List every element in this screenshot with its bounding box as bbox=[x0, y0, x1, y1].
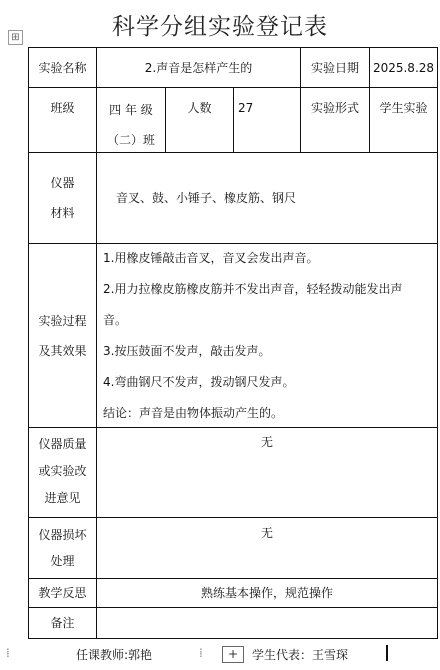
experiment-date-value: 2025.8.28 bbox=[372, 60, 435, 75]
process-line: 2.用力拉橡皮筋橡皮筋并不发出声音，轻轻拨动能发出声 bbox=[103, 282, 403, 296]
drag-dots-icon[interactable]: ⁞ bbox=[199, 646, 203, 660]
reflection-label: 教学反思 bbox=[38, 586, 87, 600]
process-label bbox=[29, 244, 96, 427]
table-border-bottom bbox=[28, 638, 438, 639]
table-move-handle-icon[interactable]: ⊞ bbox=[8, 30, 23, 45]
text-cursor bbox=[386, 645, 388, 661]
remarks-value[interactable] bbox=[97, 608, 437, 638]
reflection-value: 熟练基本操作，规范操作 bbox=[200, 586, 333, 600]
process-line: 音。 bbox=[103, 313, 128, 327]
student-representative: 学生代表：王雪琛 bbox=[252, 648, 349, 662]
people-count-value: 27 bbox=[238, 101, 254, 115]
process-line: 1.用橡皮锤敲击音叉，音叉会发出声音。 bbox=[103, 251, 319, 265]
quality-label-line2: 或实验改 bbox=[38, 464, 87, 478]
damage-label bbox=[29, 522, 96, 578]
experiment-form-label: 实验形式 bbox=[310, 101, 359, 115]
materials-label-line1: 仪器 bbox=[50, 176, 75, 190]
add-row-button[interactable]: + bbox=[222, 646, 244, 663]
quality-value: 无 bbox=[260, 435, 273, 449]
drag-dots-icon[interactable]: ⁞ bbox=[6, 646, 10, 660]
process-conclusion: 结论：声音是由物体振动产生的。 bbox=[103, 406, 284, 420]
experiment-date-label: 实验日期 bbox=[310, 60, 359, 75]
quality-label bbox=[29, 431, 96, 517]
class-grade: 四 年 级 bbox=[109, 102, 153, 117]
process-description bbox=[103, 243, 435, 429]
people-count-label: 人数 bbox=[187, 101, 212, 115]
class-section: （二）班 bbox=[106, 132, 155, 147]
class-label: 班级 bbox=[50, 101, 75, 115]
experiment-name-label: 实验名称 bbox=[38, 60, 87, 75]
table-border-right bbox=[437, 47, 438, 639]
experiment-form-value: 学生实验 bbox=[379, 101, 428, 115]
damage-label-line2: 处理 bbox=[50, 554, 75, 568]
materials-label bbox=[29, 153, 96, 243]
row-divider bbox=[28, 517, 438, 518]
remarks-label: 备注 bbox=[50, 616, 75, 630]
col-divider bbox=[233, 87, 234, 153]
process-label-line2: 及其效果 bbox=[38, 343, 87, 358]
class-value bbox=[97, 97, 165, 152]
materials-label-line2: 材料 bbox=[50, 206, 75, 220]
damage-label-line1: 仪器损坏 bbox=[38, 528, 87, 542]
quality-label-line1: 仪器质量 bbox=[38, 437, 87, 451]
process-line: 4.弯曲钢尺不发声，拨动钢尺发声。 bbox=[103, 375, 295, 389]
quality-label-line3: 进意见 bbox=[44, 491, 81, 505]
process-line: 3.按压鼓面不发声，敲击发声。 bbox=[103, 344, 271, 358]
damage-value: 无 bbox=[260, 526, 273, 540]
teacher-signature: 任课教师:郭艳 bbox=[76, 648, 153, 662]
experiment-name-value: 2.声音是怎样产生的 bbox=[144, 60, 253, 75]
materials-value: 音叉、鼓、小锤子、橡皮筋、钢尺 bbox=[116, 191, 297, 205]
page-title: 科学分组实验登记表 bbox=[112, 14, 328, 40]
process-label-line1: 实验过程 bbox=[38, 313, 87, 328]
